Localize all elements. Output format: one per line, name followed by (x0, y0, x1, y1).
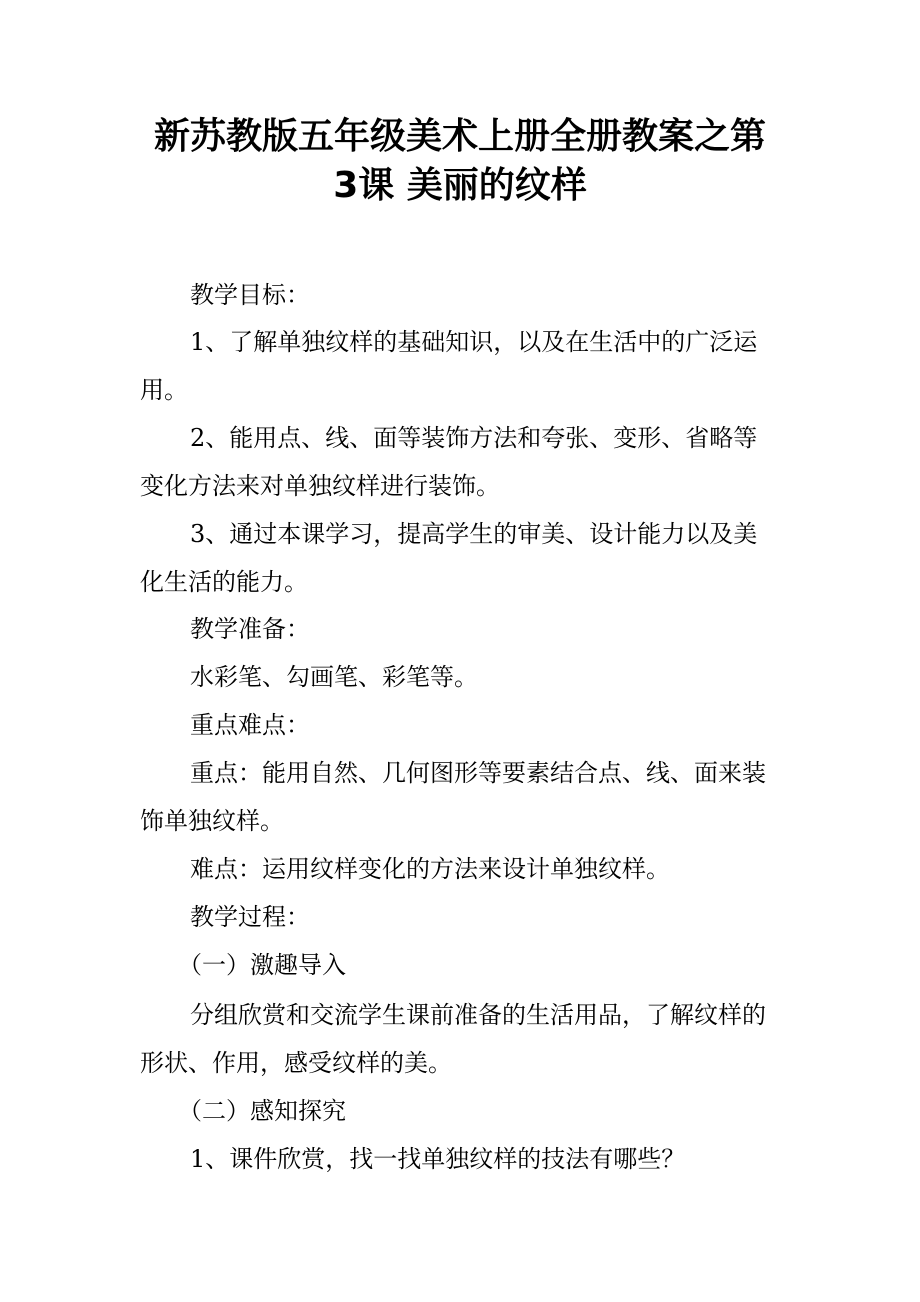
preparation-heading: 教学准备： (190, 615, 310, 643)
difficulty-text: 难点：运用纹样变化的方法来设计单独纹样。 (190, 855, 670, 883)
keypoint-line-2: 饰单独纹样。 (140, 807, 284, 835)
objectives-heading: 教学目标： (190, 281, 310, 309)
step-1-line-2: 形状、作用，感受纹样的美。 (140, 1049, 452, 1077)
document-title-line-2: 3课 美丽的纹样 (333, 165, 587, 206)
process-heading: 教学过程： (190, 903, 310, 931)
objective-2-line-1: 2、能用点、线、面等装饰方法和夸张、变形、省略等 (190, 424, 758, 452)
keypoints-heading: 重点难点： (190, 711, 310, 739)
objective-1-line-2: 用。 (140, 376, 188, 404)
objective-3-line-1: 3、通过本课学习，提高学生的审美、设计能力以及美 (190, 520, 758, 548)
objective-3-line-2: 化生活的能力。 (140, 568, 308, 596)
keypoint-line-1: 重点：能用自然、几何图形等要素结合点、线、面来装 (190, 759, 766, 787)
step-2-item-1: 1、课件欣赏，找一找单独纹样的技法有哪些？ (190, 1145, 686, 1173)
step-1-line-1: 分组欣赏和交流学生课前准备的生活用品，了解纹样的 (190, 1001, 766, 1029)
step-2-heading: （二）感知探究 (178, 1097, 346, 1125)
step-1-heading: （一）激趣导入 (178, 951, 346, 979)
preparation-text: 水彩笔、勾画笔、彩笔等。 (190, 663, 478, 691)
objective-2-line-2: 变化方法来对单独纹样进行装饰。 (140, 472, 500, 500)
document-title-line-1: 新苏教版五年级美术上册全册教案之第 (153, 116, 766, 157)
objective-1-line-1: 1、了解单独纹样的基础知识，以及在生活中的广泛运 (190, 328, 758, 356)
